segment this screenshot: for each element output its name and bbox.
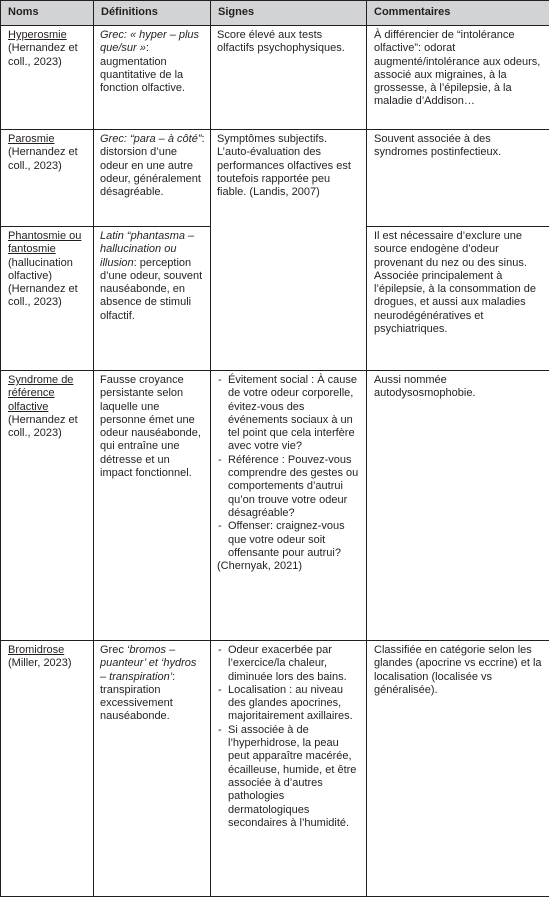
definition-cell: [94, 371, 211, 641]
name-cell: [1, 371, 94, 641]
signs-cell: [211, 371, 367, 641]
comments-text: Aussi nommée autodysosmophobie.: [374, 374, 543, 401]
signs-text: Score élevé aux tests olfactifs psychophysiques.: [217, 29, 361, 56]
table-row: [1, 371, 549, 641]
comments-cell: [367, 641, 549, 897]
definition-text: : distorsion d’une odeur en une autre odeur, généralement désagréable.: [100, 133, 205, 198]
definition-prefix: Grec: [100, 644, 127, 656]
definition-etymology: Latin “phantasma – hallucination ou illusion: [100, 230, 194, 269]
signs-cell: [211, 130, 367, 227]
term-name: Hyperosmie: [8, 29, 67, 41]
name-cell: [1, 130, 94, 227]
header-definitions: Définitions: [94, 1, 211, 26]
definition-text: Fausse croyance persistante selon laquelle une personne émet une odeur nauséabonde, qui entraîne une détresse et un impact fonctionnel.: [100, 374, 201, 479]
definition-etymology: Grec: “para – à côté”: [100, 133, 202, 145]
comments-text: À différencier de “intolérance olfactive”: odorat augmenté/intolérance aux odeurs, associé aux migraines, à la grossesse, à l’épilepsie, à la maladie d’Addison…: [374, 29, 543, 109]
term-name: Bromidrose: [8, 644, 64, 656]
name-cell: [1, 26, 94, 130]
term-name: Parosmie: [8, 133, 54, 145]
comments-text: Il est nécessaire d’exclure une source endogène d’odeur provenant du nez ou des sinus.: [374, 230, 543, 270]
signs-list-item: - Évitement social : À cause de votre odeur corporelle, évitez-vous des événements sociaux à un tel point que cela interfère avec votre vie?: [217, 374, 361, 454]
signs-list: [217, 644, 361, 830]
term-reference: (Hernandez et coll., 2023): [8, 146, 78, 171]
signs-text: Symptômes subjectifs. L’auto-évaluation des performances olfactives est toutefois rapportée peu fiable. (Landis, 2007): [217, 133, 361, 199]
term-reference: (Miller, 2023): [8, 657, 72, 669]
definition-etymology: Grec: « hyper – plus que/sur »: [100, 29, 199, 54]
signs-list-item: - Odeur exacerbée par l’exercice/la chaleur, diminuée lors des bains.: [217, 644, 361, 684]
signs-cell: [211, 227, 367, 371]
header-commentaires: Commentaires: [367, 1, 549, 26]
table-row: [1, 641, 549, 897]
comments-cell: [367, 371, 549, 641]
name-cell: [1, 227, 94, 371]
term-reference: (Hernandez et coll., 2023): [8, 414, 78, 439]
comments-text: Classifiée en catégorie selon les glandes (apocrine vs eccrine) et la localisation (localisée vs généralisée).: [374, 644, 543, 697]
term-reference: (Hernandez et coll., 2023): [8, 42, 78, 67]
comments-text: Associée principalement à l’épilepsie, à la consommation de drogues, et aussi aux maladies neurodégénératives et psychiatriques.: [374, 270, 543, 336]
definition-cell: [94, 26, 211, 130]
definition-text: : transpiration excessivement nauséabonde.: [100, 671, 175, 723]
header-noms: Noms: [1, 1, 94, 26]
signs-list: [217, 374, 361, 560]
signs-list-item: - Localisation : au niveau des glandes apocrines, majoritairement axillaires.: [217, 684, 361, 724]
table-row: [1, 26, 549, 130]
definition-cell: [94, 130, 211, 227]
definition-text: : augmentation quantitative de la fonction olfactive.: [100, 42, 185, 94]
signs-cell: [211, 26, 367, 130]
definition-text: : perception d’une odeur, souvent nauséabonde, en absence de stimuli olfactif.: [100, 257, 202, 322]
definition-cell: [94, 641, 211, 897]
signs-list-item: - Référence : Pouvez-vous comprendre des gestes ou comportements d’autrui qu’on trouve votre odeur désagréable?: [217, 454, 361, 520]
signs-citation: (Chernyak, 2021): [217, 560, 361, 573]
signs-list-item: - Si associée à de l’hyperhidrose, la peau peut apparaître macérée, écailleuse, humide, et être associée à d’autres pathologies dermatologiques secondaires à l’humidité.: [217, 724, 361, 830]
comments-text: Souvent associée à des syndromes postinfectieux.: [374, 133, 543, 160]
comments-cell: [367, 26, 549, 130]
comments-cell: [367, 130, 549, 227]
signs-list-item: - Offenser: craignez-vous que votre odeur soit offensante pour autrui?: [217, 520, 361, 560]
header-signes: Signes: [211, 1, 367, 26]
table-row: [1, 227, 549, 371]
term-reference: (hallucination olfactive) (Hernandez et coll., 2023): [8, 257, 78, 309]
definition-etymology: ‘bromos – puanteur’ et ‘hydros – transpiration’: [100, 644, 196, 683]
definition-cell: [94, 227, 211, 371]
signs-cell: [211, 641, 367, 897]
term-name: Phantosmie ou fantosmie: [8, 230, 81, 255]
header-row: [1, 1, 549, 26]
term-name: Syndrome de référence olfactive: [8, 374, 73, 413]
comments-cell: [367, 227, 549, 371]
table-row: [1, 130, 549, 227]
name-cell: [1, 641, 94, 897]
